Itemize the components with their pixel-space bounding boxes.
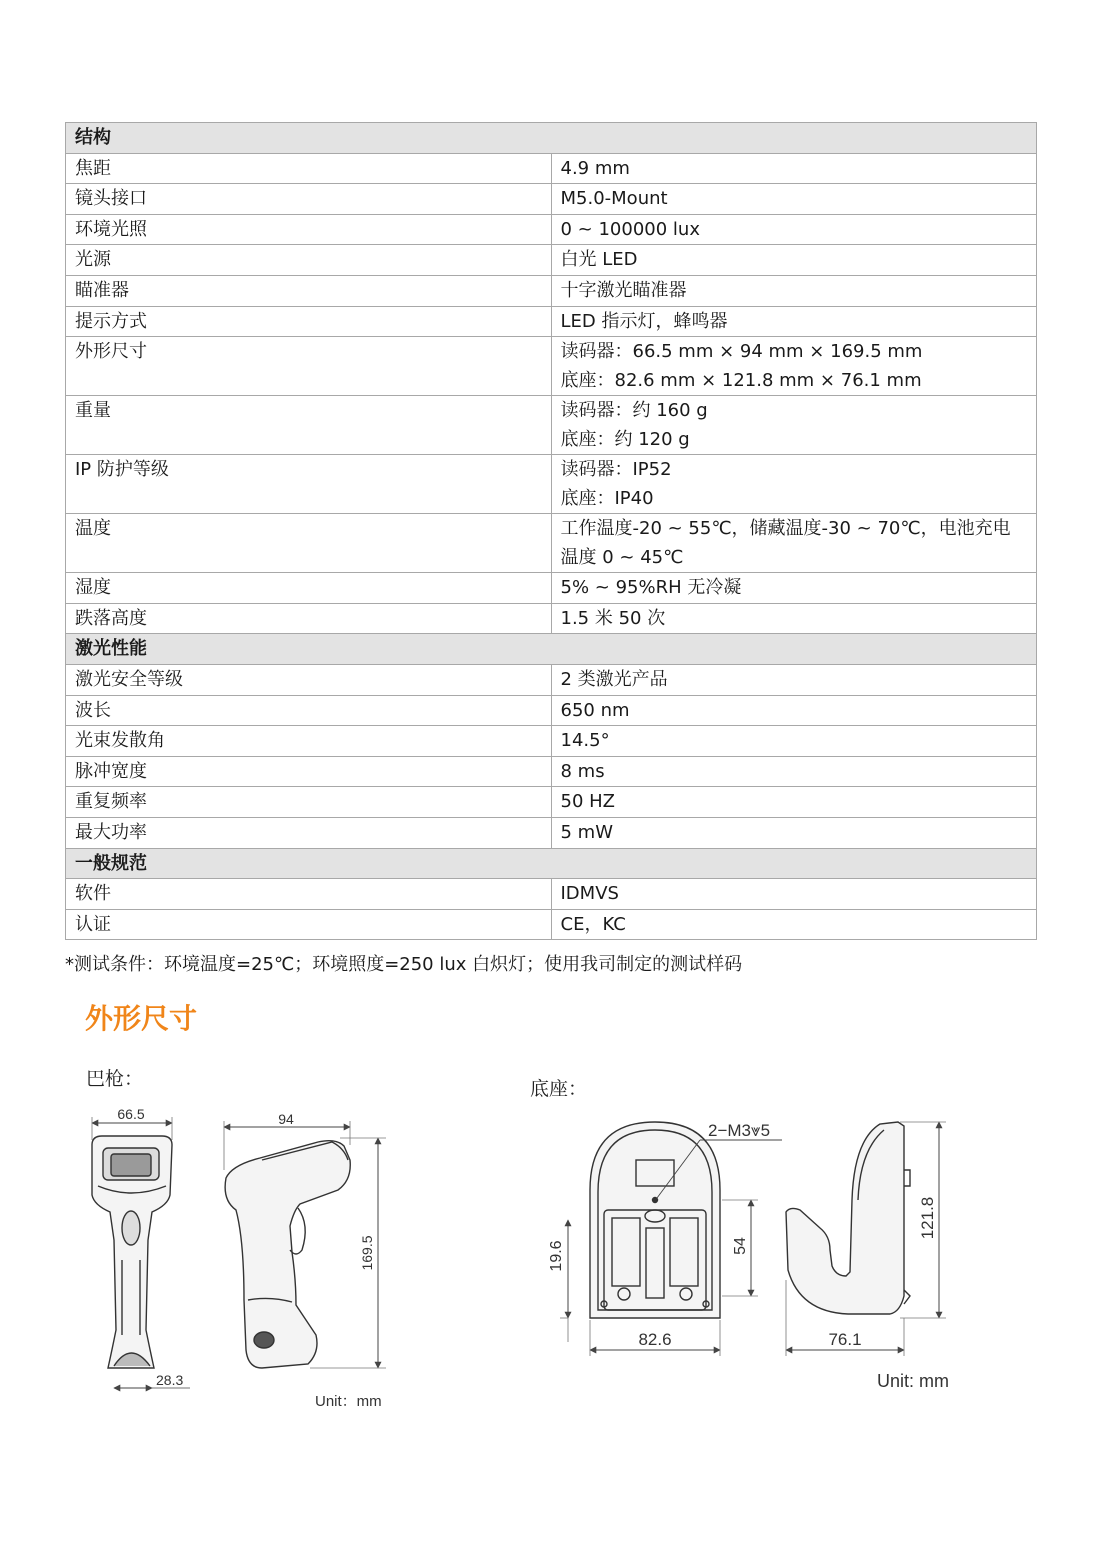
spec-key: 重复频率 [66,787,552,818]
spec-value-line: IDMVS [560,883,619,905]
spec-value-line: 十字激光瞄准器 [560,279,687,301]
test-condition-note: *测试条件：环境温度=25℃；环境照度=250 lux 白炽灯；使用我司制定的测试样码 [65,954,743,975]
spec-value-line: 工作温度-20 ~ 55℃，储藏温度-30 ~ 70℃，电池充电温度 0 ~ 45℃ [560,518,1011,569]
spec-value-line: 底座：IP40 [560,488,654,510]
spec-value-line: 白光 LED [560,249,638,271]
spec-key: 镜头接口 [66,184,552,215]
spec-value-line: 5 mW [560,821,614,843]
base-height-left-text: 19.6 [548,1240,565,1272]
base-label: 底座： [530,1078,588,1100]
spec-value-line: 650 nm [560,699,630,721]
base-width-dim [590,1320,720,1356]
base-depth-text: 76.1 [828,1330,862,1349]
spec-key: 光束发散角 [66,726,552,757]
spec-value-line: 2 类激光产品 [560,668,668,690]
spec-key: 瞄准器 [66,275,552,306]
spec-value-line: 14.5° [560,730,610,752]
spec-value-line: 底座：82.6 mm × 121.8 mm × 76.1 mm [560,370,922,392]
base-side-view [786,1122,910,1314]
base-unit: Unit: mm [877,1371,949,1391]
spec-key: 脉冲宽度 [66,756,552,787]
base-height-dim [900,1122,946,1318]
gun-depth-text: 94 [278,1111,294,1127]
spec-key: 重量 [66,396,552,455]
gun-bottom-dim [114,1372,190,1388]
gun-unit: Unit：mm [315,1393,382,1410]
section-title: 一般规范 [66,848,1037,879]
spec-key: 温度 [66,514,552,573]
spec-key: 焦距 [66,153,552,184]
base-screw-text: 2−M3⩔5 [708,1121,771,1140]
base-height-text: 121.8 [918,1196,937,1240]
base-front-view [590,1122,720,1318]
spec-key: 外形尺寸 [66,337,552,396]
spec-key: 光源 [66,245,552,276]
base-height-left-dim [548,1220,568,1342]
section-title: 结构 [66,123,1037,154]
spec-key: 激光安全等级 [66,664,552,695]
gun-bottom-text: 28.3 [156,1372,184,1388]
spec-key: IP 防护等级 [66,455,552,514]
spec-value-line: M5.0-Mount [560,188,668,210]
section-title: 激光性能 [66,634,1037,665]
spec-value-line: 0 ~ 100000 lux [560,218,700,240]
spec-value-line: 读码器：66.5 mm × 94 mm × 169.5 mm [560,341,923,363]
spec-key: 认证 [66,909,552,940]
gun-front-view [92,1136,172,1368]
spec-key: 提示方式 [66,306,552,337]
gun-label: 巴枪： [86,1068,144,1090]
base-height-mid-text: 54 [732,1237,749,1255]
spec-value-line: 4.9 mm [560,157,630,179]
spec-value-line: LED 指示灯，蜂鸣器 [560,310,728,332]
gun-width-dim [92,1106,172,1140]
spec-value-line: CE，KC [560,913,626,935]
spec-value-line: 底座：约 120 g [560,429,690,451]
gun-height-text: 169.5 [359,1235,375,1271]
base-height-mid-dim [722,1200,758,1296]
dimensions-heading: 外形尺寸 [85,1002,198,1035]
spec-value-line: 50 HZ [560,791,615,813]
gun-side-view [225,1141,350,1368]
spec-value-line: 5% ~ 95%RH 无冷凝 [560,577,742,599]
spec-key: 软件 [66,879,552,910]
base-width-text: 82.6 [638,1330,672,1349]
spec-key: 跌落高度 [66,603,552,634]
spec-value-line: 8 ms [560,760,605,782]
spec-value-line: 读码器：IP52 [560,459,672,481]
spec-key: 环境光照 [66,214,552,245]
spec-value-line: 1.5 米 50 次 [560,607,666,629]
spec-key: 最大功率 [66,817,552,848]
spec-value-line: 读码器：约 160 g [560,400,708,422]
spec-key: 波长 [66,695,552,726]
spec-key: 湿度 [66,573,552,604]
gun-width-text: 66.5 [117,1106,145,1122]
